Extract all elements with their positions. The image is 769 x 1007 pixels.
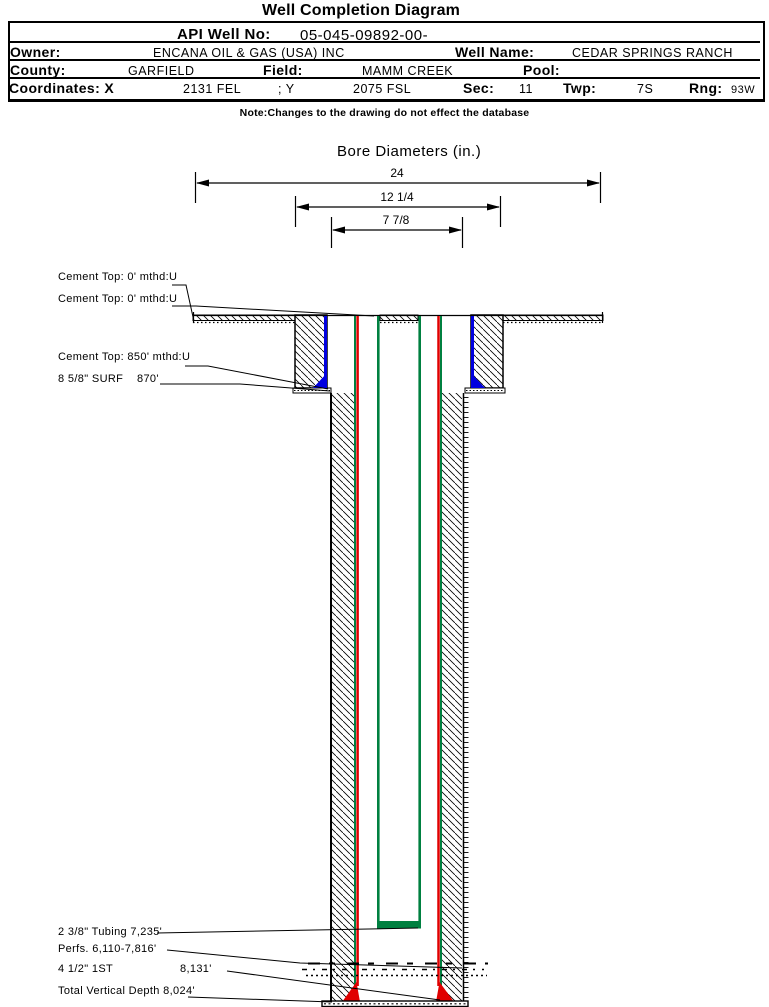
perfs-label: Perfs. 6,110-7,816' [58,943,157,955]
rng-value: 93W [731,84,756,96]
borehole-below-870 [331,393,469,1005]
tubing-label: 2 3/8" Tubing 7,235' [58,926,163,938]
prod-casing-label: 4 1/2" 1ST [58,963,114,975]
twp-label: Twp: [563,80,597,96]
annular-cement-right [442,393,462,1001]
sec-label: Sec: [463,80,495,96]
page-title: Well Completion Diagram [262,2,461,19]
county-label: County: [10,62,66,78]
dim-7-7-8 [332,213,463,248]
surface-casing-blue [313,316,485,388]
dim-12-1-4-label: 12 1/4 [380,190,414,204]
cement-top-1-label: Cement Top: 0' mthd:U [58,271,178,283]
well-name-value: CEDAR SPRINGS RANCH [572,46,733,60]
production-casing-red [342,316,454,1002]
coordinates-x-value: 2131 FEL [183,82,242,96]
pool-label: Pool: [523,62,560,78]
twp-value: 7S [637,82,654,96]
coordinates-label: Coordinates: X [9,80,115,96]
rng-label: Rng: [689,80,723,96]
tubing-bottom [377,921,421,929]
owner-label: Owner: [10,44,61,60]
coordinates-y-label: ; Y [278,82,295,96]
bore-diameters-title: Bore Diameters (in.) [337,143,482,160]
surf-depth-label: 870' [137,373,159,385]
arrowhead-right [487,204,500,211]
tubing-hanger [380,315,418,321]
api-well-no-label: API Well No: [177,26,271,43]
leader-tvd [188,997,332,1002]
annular-cement-left [332,393,354,1001]
tvd-label: Total Vertical Depth 8,024' [58,985,195,997]
production-cement-green [355,316,441,1001]
well-name-label: Well Name: [455,44,535,60]
prod-depth-label: 8,131' [180,963,212,975]
field-label: Field: [263,62,303,78]
well-bottom [322,1001,468,1007]
dim-24-label: 24 [390,166,404,180]
field-value: MAMM CREEK [362,64,454,78]
cement-top-2-label: Cement Top: 0' mthd:U [58,293,178,305]
arrowhead-right [587,180,600,187]
arrowhead-left [296,204,309,211]
county-value: GARFIELD [128,64,195,78]
arrowhead-right [449,227,462,234]
surf-casing-label: 8 5/8" SURF [58,373,124,385]
arrowhead-left [196,180,209,187]
database-note: Note:Changes to the drawing do not effect the database [239,107,530,119]
coordinates-y-value: 2075 FSL [353,82,412,96]
api-well-no-value: 05-045-09892-00- [300,27,429,44]
arrowhead-left [332,227,345,234]
owner-value: ENCANA OIL & GAS (USA) INC [153,46,345,60]
sec-value: 11 [519,82,533,96]
tubing-string [377,316,421,929]
cement-top-3-label: Cement Top: 850' mthd:U [58,351,191,363]
dim-7-7-8-label: 7 7/8 [382,213,410,227]
leader-tubing [157,928,418,933]
borehole-wall-ticks [464,393,469,1003]
wellhead-flange [193,312,603,323]
